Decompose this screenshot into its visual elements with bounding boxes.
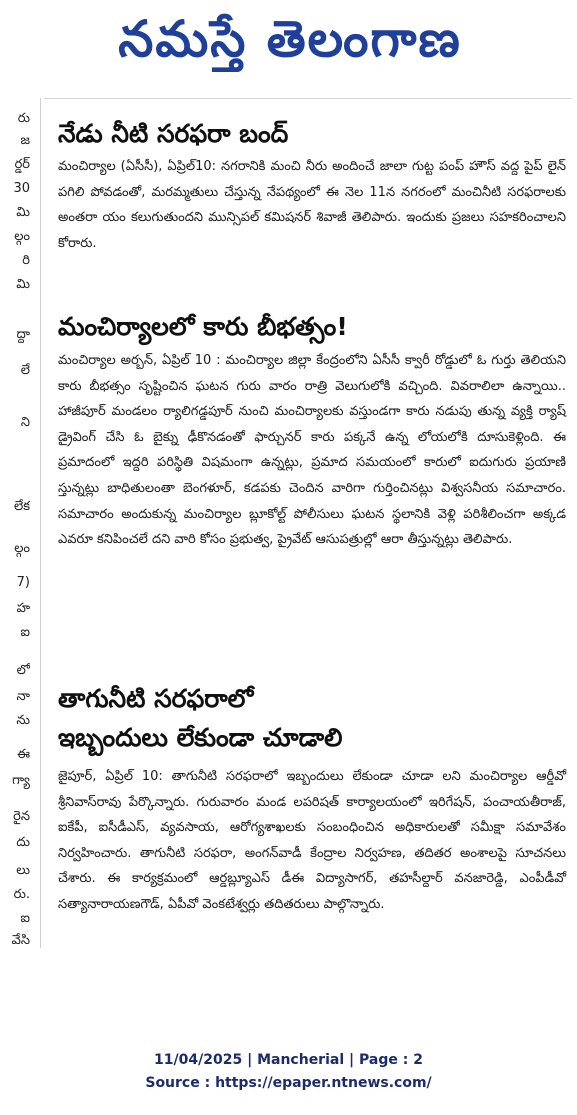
fragment-text: ని [20, 415, 30, 430]
fragment-text: లే [20, 363, 30, 378]
fragment-text: ర్డర్ [14, 157, 30, 172]
article-headline: మంచిర్యాలలో కారు బీభత్సం! [58, 312, 348, 341]
article-body: మంచిర్యాల (ఏసీసీ), ఏప్రిల్10: నగరానికి మంచి నీరు అందించే జాలా గుట్ట పంప్ హౌస్ వద్ద పైప్ లైన్ పగిలి పోవడంతో, మరమ్మతులు చేస్తున్న నేపథ్యంలో ఈ నెల 11న నగరంలో మంచినీటి సరఫరాలకు అంతరా యం కలుగుతుందని మున్సిపల్ కమిషనర్ శివాజీ తెలిపారు. ఇందుకు ప్రజలు సహకరించాలని కోరారు. [58, 159, 566, 251]
fragment-text: లో [16, 663, 30, 678]
source-link[interactable]: https://epaper.ntnews.com/ [215, 1075, 432, 1091]
fragment-text: రైన [13, 809, 30, 824]
fragment-text: మి [16, 277, 30, 292]
fragment-text: ల్గం [14, 229, 30, 244]
article-drinking-water-review [58, 680, 566, 1000]
separator: | [349, 1052, 355, 1068]
fragment-text: గ్యా [12, 773, 30, 788]
fragment-text: లు [16, 863, 30, 878]
fragment-text: రు. [13, 887, 30, 902]
edition-date: 11/04/2025 [154, 1052, 243, 1068]
article-body: జైపూర్, ఏప్రిల్ 10: తాగునీటి సరఫరాలో ఇబ్బందులు లేకుండా చూడా లని మంచిర్యాల ఆర్డీవో శ్రీనివాస్‌రావు పేర్కొన్నారు. గురువారం మండ లపరిషత్ కార్యాలయంలో ఇరిగేషన్, పంచాయతీరాజ్, ఐకేపీ, ఐసీడీఎస్, వ్యవసాయ, ఆరోగ్యశాఖలకు సంబంధించిన అధికారులతో సమీక్షా సమావేశం నిర్వహించారు. తాగునీటి సరఫరా, అంగన్‌వాడీ కేంద్రాల నిర్వహణ, తదితర అంశాలపై సూచనలు చేశారు. ఈ కార్యక్రమంలో ఆర్డబ్ల్యూఎస్ డీఈ విద్యాసాగర్, తహసీల్దార్ వనజారెడ్డి, ఎంపీడీవో సత్యానారాయణగౌడ్, ఏపీవో వెంకటేశ్వర్లు తదితరులు పాల్గొన్నారు. [58, 769, 566, 912]
fragment-text: ల్గం [14, 541, 30, 556]
fragment-text: 30 [13, 181, 30, 196]
separator: | [247, 1052, 253, 1068]
column-divider [40, 98, 41, 948]
article-water-supply-shutdown [58, 114, 566, 304]
footer-source-line [0, 1075, 577, 1091]
article-headline-line-1: తాగునీటి సరఫరాలో [58, 684, 254, 713]
fragment-text: నా [16, 689, 30, 704]
fragment-text: హ [16, 601, 30, 616]
page-number: Page : 2 [359, 1052, 423, 1068]
top-rule [44, 98, 572, 99]
article-headline-line-2: ఇబ్బందులు లేకుండా చూడాలి [58, 723, 343, 752]
newspaper-masthead: నమస్తే తెలంగాణ [118, 9, 462, 68]
fragment-text: వేసి [11, 933, 30, 944]
edition-name: Mancherial [257, 1052, 345, 1068]
fragment-text: లేక [13, 499, 30, 514]
fragment-text: రి [22, 253, 30, 268]
footer-edition-line [0, 1052, 577, 1068]
fragment-text: 7) [16, 575, 30, 590]
fragment-text: రు [17, 111, 30, 126]
fragment-text: ద్దా [16, 327, 30, 342]
fragment-text: జ [20, 133, 30, 148]
fragment-text: మి [16, 205, 30, 220]
fragment-text: ఐ [20, 911, 30, 926]
fragment-text: ను [16, 713, 30, 728]
adjacent-column-fragments [0, 104, 30, 944]
fragment-text: ఐ [20, 625, 30, 640]
article-headline: నేడు నీటి సరఫరా బంద్ [58, 119, 289, 148]
article-car-accident [58, 306, 566, 676]
source-label: Source : [145, 1075, 211, 1091]
fragment-text: ఈ [17, 747, 30, 762]
article-body: మంచిర్యాల అర్బన్, ఏప్రిల్ 10 : మంచిర్యాల జిల్లా కేంద్రంలోని ఏసీసీ క్వారీ రోడ్డులో ఓ గుర్తు తెలియని కారు బీభత్సం సృష్టించిన ఘటన గురు వారం రాత్రి వెలుగులోకి వచ్చింది. వివరాలిలా ఉన్నాయి.. హాజీపూర్ మండలం ర్యాలిగడ్డపూర్ నుంచి మంచిర్యాలకు వస్తుండగా కారు నడుపు తున్న వ్యక్తి ర్యాష్ డ్రైవింగ్ చేసి ఓ బైక్ను ఢీకొనడంతో ఫార్చునర్ కారు పక్కనే ఉన్న లోయలోకి దూసుకెళ్లింది. ఈ ప్రమాదంలో ఇద్దరి పరిస్థితి విషమంగా ఉన్నట్లు, ప్రమాద సమయంలో కారులో ఐదుగురు ప్రయాణి స్తున్నట్లు బాధితులంతా బెంగళూర్, కడపకు చెందిన వారిగా గుర్తించినట్లు విశ్వసనీయ సమాచారం. సమాచారం అందుకున్న మంచిర్యాల బ్లూకోల్ట్ పోలీసులు ఘటన స్థలానికి వెళ్లి పరిశీలించగా అక్కడ ఎవరూ కనిపించలే దని వారి కోసం ప్రభుత్వ, ప్రైవేట్ ఆసుపత్రుల్లో ఆరా తీస్తున్నట్లు తెలిపారు. [58, 353, 566, 548]
fragment-text: దు [16, 835, 30, 850]
